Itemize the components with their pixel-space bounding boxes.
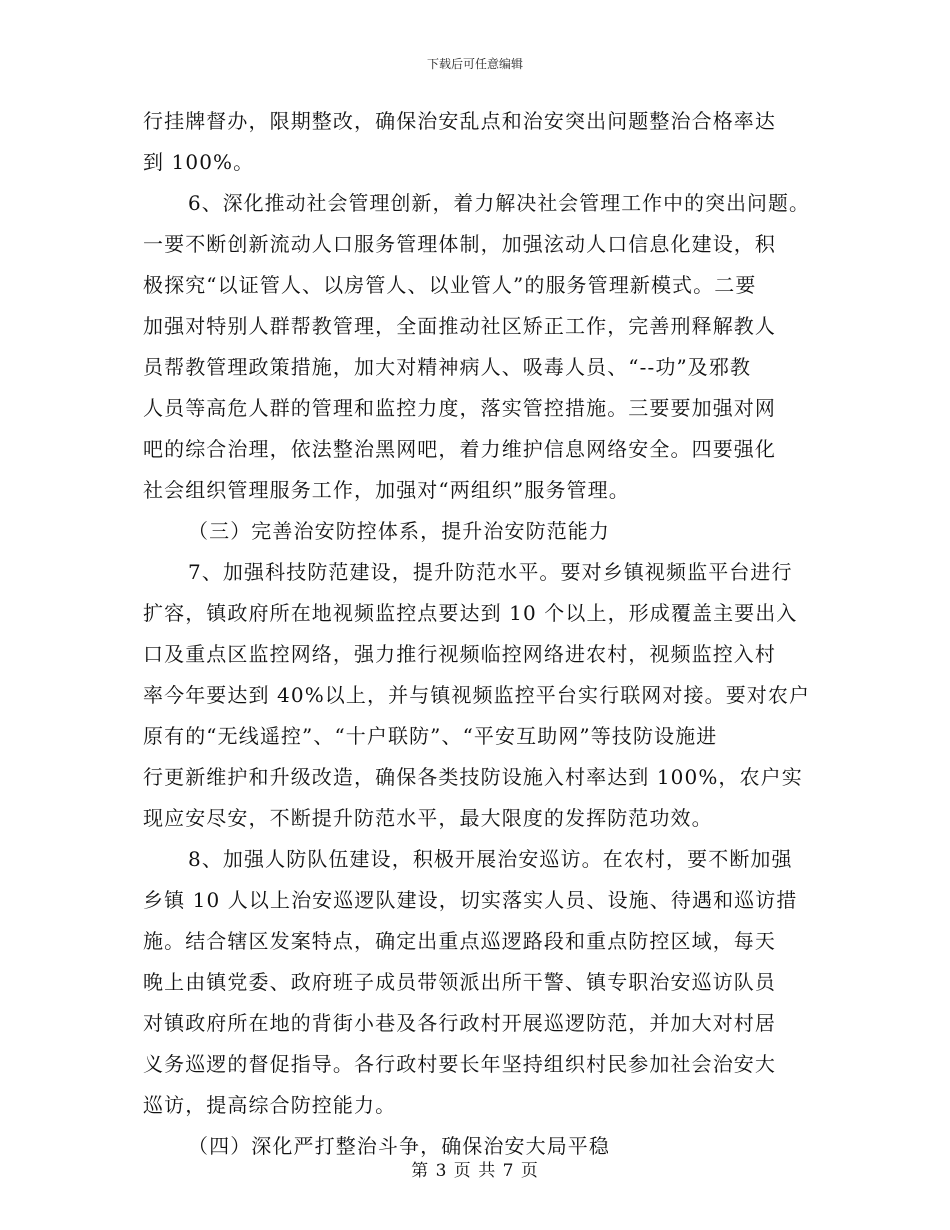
- body-line: 对镇政府所在地的背街小巷及各行政村开展巡逻防范，并加大对村居: [143, 1011, 776, 1035]
- body-line: 极探究“以证管人、以房管人、以业管人”的服务管理新模式。二要: [143, 273, 757, 297]
- body-line: 晚上由镇党委、政府班子成员带领派出所干警、镇专职治安巡访队员: [143, 970, 776, 994]
- body-line: 原有的“无线遥控”、“十户联防”、“平安互助网”等技防设施进: [143, 724, 718, 748]
- section-heading: （三）完善治安防控体系，提升治安防范能力: [188, 519, 610, 543]
- body-line: 行挂牌督办，限期整改，确保治安乱点和治安突出问题整治合格率达: [143, 109, 776, 133]
- body-line: 7、加强科技防范建设，提升防范水平。要对乡镇视频监平台进行: [188, 560, 793, 584]
- page-header: 下载后可任意编辑: [426, 57, 523, 71]
- page-footer: 第 3 页 共 7 页: [411, 1161, 539, 1181]
- body-line: 员帮教管理政策措施，加大对精神病人、吸毒人员、“--功”及邪教: [143, 355, 752, 379]
- body-line: 一要不断创新流动人口服务管理体制，加强泫动人口信息化建设，积: [143, 232, 776, 256]
- body-line: 义务巡逻的督促指导。各行政村要长年坚持组织村民参加社会治安大: [143, 1052, 776, 1076]
- body-line: 扩容，镇政府所在地视频监控点要达到 10 个以上，形成覆盖主要出入: [143, 601, 798, 625]
- body-line: 口及重点区监控网络，强力推行视频临控网络进农村，视频监控入村: [143, 642, 776, 666]
- body-line: 社会组织管理服务工作，加强对“两组织”服务管理。: [143, 478, 630, 502]
- body-line: 巡访，提高综合防控能力。: [143, 1093, 397, 1117]
- body-line: 乡镇 10 人以上治安巡逻队建设，切实落实人员、设施、待遇和巡访措: [143, 888, 798, 912]
- body-line: 行更新维护和升级改造，确保各类技防设施入村率达到 100%，农户实: [143, 765, 803, 789]
- body-line: 8、加强人防队伍建设，积极开展治安巡访。在农村，要不断加强: [188, 847, 793, 871]
- body-line: 人员等高危人群的管理和监控力度，落实管控措施。三要要加强对网: [143, 396, 776, 420]
- body-line: 到 100%。: [143, 150, 255, 174]
- body-line: 吧的综合治理，依法整治黑网吧，着力维护信息网络安全。四要强化: [143, 437, 776, 461]
- body-line: 现应安尽安，不断提升防范水平，最大限度的发挥防范功效。: [143, 806, 713, 830]
- section-heading: （四）深化严打整治斗争，确保治安大局平稳: [188, 1134, 610, 1158]
- body-line: 施。结合辖区发案特点，确定出重点巡逻路段和重点防控区域，每天: [143, 929, 776, 953]
- body-line: 加强对特别人群帮教管理，全面推动社区矫正工作，完善刑释解教人: [143, 314, 776, 338]
- body-line: 6、深化推动社会管理创新，着力解决社会管理工作中的突出问题。: [188, 191, 810, 215]
- body-line: 率今年要达到 40%以上，并与镇视频监控平台实行联网对接。要对农户: [143, 683, 811, 707]
